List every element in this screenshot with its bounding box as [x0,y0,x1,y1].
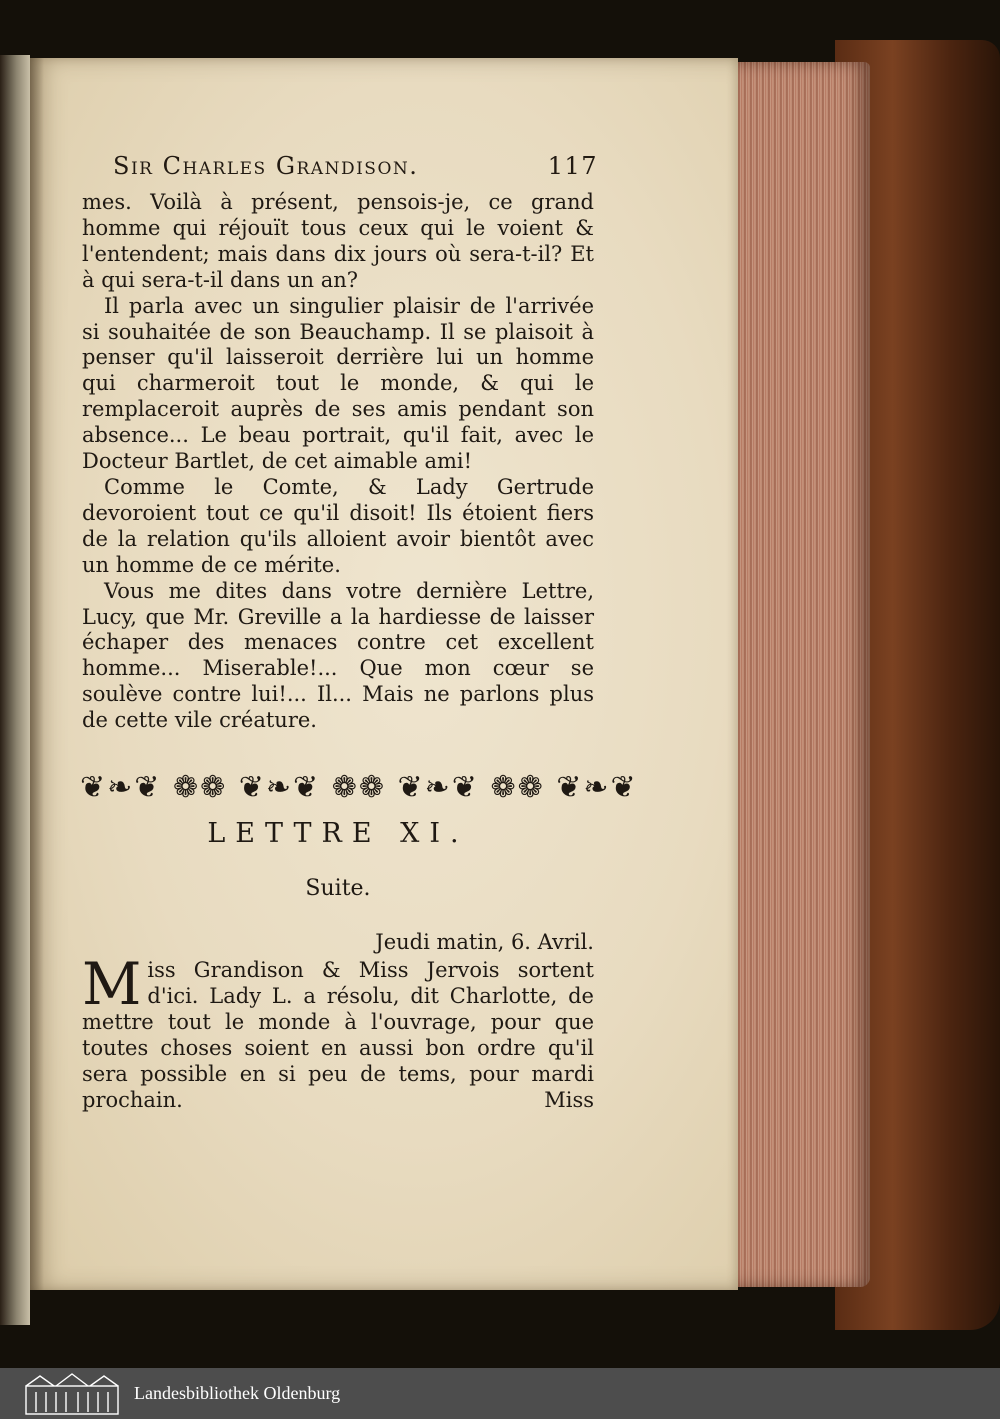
letter-opening-paragraph: iss Grandison & Miss Jervois sortent d'ici. Lady L. a résolu, dit Charlotte, de mettre tout le monde à l'ouvrage, pour que toutes choses soient en aussi bon ordre qu'il sera possible en si peu de tems, pour mardi prochain. [82,958,594,1112]
footer-bar [0,1368,1000,1419]
text-block [82,190,594,734]
letter-dateline: Jeudi matin, 6. Avril. [375,930,594,954]
letter-subtitle: Suite. [305,876,371,901]
library-building-icon [22,1372,122,1416]
paragraph-comte: Comme le Comte, & Lady Gertrude devoroient tout ce qu'il disoit! Ils étoient fiers de la relation qu'ils alloient avoir bientôt avec un homme de ce mérite. [82,474,594,577]
paragraph-beauchamp: Il parla avec un singulier plaisir de l'arrivée si souhaitée de son Beauchamp. Il se plaisoit à penser qu'il laisseroit derrière lui un homme qui charmeroit tout le monde, & qui le remplaceroit auprès de ses amis pendant son absence... Le beau portrait, qu'il fait, avec le Docteur Bartlet, de cet aimable ami! [82,293,594,474]
decorative-ornament-band: ❦❧❦ ❁❁ ❦❧❦ ❁❁ ❦❧❦ ❁❁ ❦❧❦ [80,770,638,805]
running-head [113,152,598,180]
drop-cap: M [82,950,142,1018]
library-name[interactable]: Landesbibliothek Oldenburg [134,1383,341,1403]
page-number: 117 [547,152,598,180]
paragraph-greville: Vous me dites dans votre dernière Lettre, Lucy, que Mr. Greville a la hardiesse de laisser échaper des menaces contre cet excellent homme... Miserable!... Que mon cœur se soulève contre lui!... Il... Mais ne parlons plus de cette vile créature. [82,578,594,733]
page-edges [735,62,870,1287]
letter-title: LETTRE XI. [207,818,469,849]
page-gutter-shadow [30,58,44,1290]
book-cover-left [0,55,30,1325]
running-head-title: Sir Charles Grandison. [113,152,419,180]
catchword: Miss [544,1088,594,1112]
paragraph-continued: mes. Voilà à présent, pensois-je, ce grand homme qui réjouït tous ceux qui le voient & l'entendent; mais dans dix jours où sera-t-il? Et à qui sera-t-il dans un an? [82,190,594,292]
